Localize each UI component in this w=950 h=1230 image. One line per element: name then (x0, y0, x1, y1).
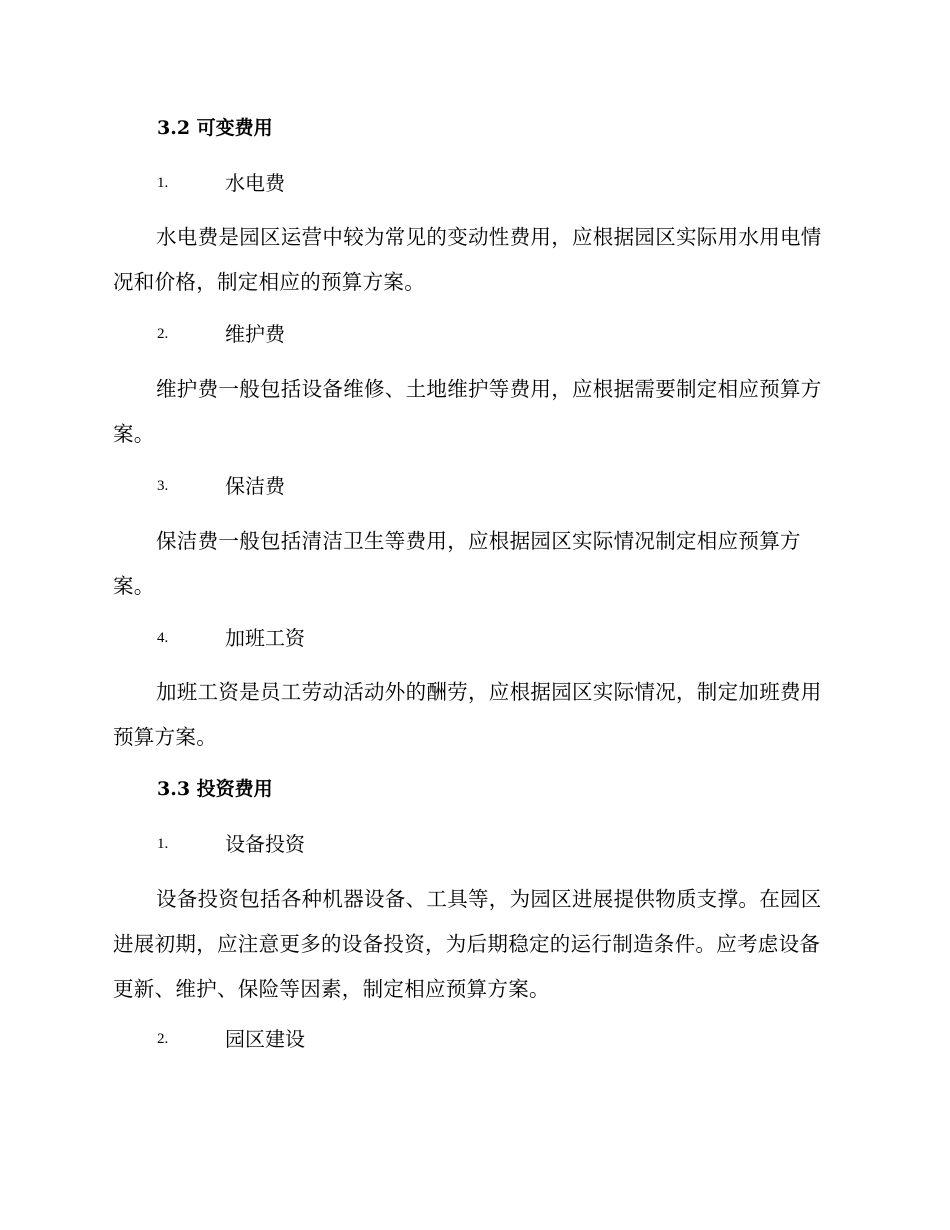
list-item-cleaning (157, 473, 285, 499)
paragraph-maintenance: 维护费一般包括设备维修、土地维护等费用，应根据需要制定相应预算方案。 (113, 377, 822, 446)
list-item-maintenance (157, 321, 285, 347)
paragraph-water-electricity: 水电费是园区运营中较为常见的变动性费用，应根据园区实际用水用电情况和价格，制定相应的预算方案。 (113, 225, 822, 294)
list-item-park-construction (157, 1026, 305, 1052)
list-number: 2. (157, 326, 169, 342)
list-item-overtime (157, 625, 305, 651)
paragraph-overtime: 加班工资是员工劳动活动外的酬劳，应根据园区实际情况，制定加班费用预算方案。 (113, 680, 822, 749)
list-item-water-electricity (157, 170, 285, 196)
list-number: 4. (157, 630, 169, 646)
list-label: 保洁费 (225, 474, 285, 498)
list-label: 维护费 (225, 322, 285, 346)
list-number: 1. (157, 836, 169, 852)
paragraph-cleaning: 保洁费一般包括清洁卫生等费用，应根据园区实际情况制定相应预算方案。 (113, 529, 801, 598)
list-number: 3. (157, 478, 169, 494)
paragraph-equipment: 设备投资包括各种机器设备、工具等，为园区进展提供物质支撑。在园区进展初期，应注意更多的设备投资，为后期稳定的运行制造条件。应考虑设备更新、维护、保险等因素，制定相应预算方案。 (113, 887, 822, 1001)
list-label: 加班工资 (225, 626, 305, 650)
list-label: 园区建设 (225, 1027, 305, 1051)
section-heading-3-3: 3.3 投资费用 (157, 778, 273, 800)
list-number: 2. (157, 1031, 169, 1047)
section-heading-3-2: 3.2 可变费用 (157, 117, 273, 139)
list-label: 水电费 (225, 171, 285, 195)
list-label: 设备投资 (225, 832, 305, 856)
list-item-equipment (157, 831, 305, 857)
list-number: 1. (157, 175, 169, 191)
